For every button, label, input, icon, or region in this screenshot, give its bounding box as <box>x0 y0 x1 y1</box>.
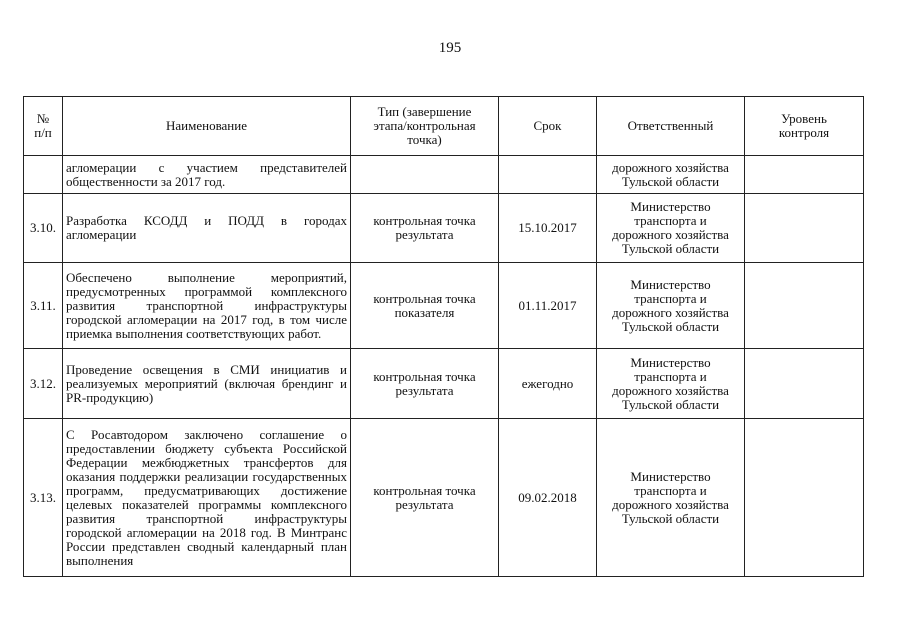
table-header-row <box>24 97 864 156</box>
header-name: Наименование <box>63 97 351 156</box>
header-control: Уровень контроля <box>745 97 864 156</box>
row-type: контрольная точка результата <box>351 419 499 577</box>
row-type <box>351 156 499 194</box>
row-control <box>745 263 864 349</box>
row-responsible: Министерство транспорта и дорожного хозяйства Тульской области <box>597 349 745 419</box>
row-type: контрольная точка результата <box>351 349 499 419</box>
row-name: Проведение освещения в СМИ инициатив и реализуемых мероприятий (включая брендинг и PR-продукцию) <box>63 349 351 419</box>
row-control <box>745 194 864 263</box>
row-date: 01.11.2017 <box>499 263 597 349</box>
row-responsible: Министерство транспорта и дорожного хозяйства Тульской области <box>597 194 745 263</box>
table-row <box>24 263 864 349</box>
header-type: Тип (завершение этапа/контрольная точка) <box>351 97 499 156</box>
table-row <box>24 419 864 577</box>
row-responsible: Министерство транспорта и дорожного хозяйства Тульской области <box>597 263 745 349</box>
header-date: Срок <box>499 97 597 156</box>
row-name: агломерации с участием представителей общественности за 2017 год. <box>63 156 351 194</box>
row-responsible: Министерство транспорта и дорожного хозяйства Тульской области <box>597 419 745 577</box>
row-control <box>745 349 864 419</box>
table-row <box>24 194 864 263</box>
row-control <box>745 419 864 577</box>
control-points-table <box>23 96 864 577</box>
page-number: 195 <box>438 40 462 56</box>
row-responsible: дорожного хозяйства Тульской области <box>597 156 745 194</box>
table-row <box>24 349 864 419</box>
row-num: 3.10. <box>24 194 63 263</box>
row-control <box>745 156 864 194</box>
row-num: 3.13. <box>24 419 63 577</box>
header-responsible: Ответственный <box>597 97 745 156</box>
table-row <box>24 156 864 194</box>
row-num: 3.11. <box>24 263 63 349</box>
row-name: С Росавтодором заключено соглашение о предоставлении бюджету субъекта Российской Федерации межбюджетных трансфертов для оказания поддержки реализации государственных программ, предусматривающих достижение целевых показателей программы комплексного развития транспортной инфраструктуры городской агломерации на 2018 год. В Минтранс России представлен сводный календарный план выполнения <box>63 419 351 577</box>
row-name: Обеспечено выполнение мероприятий, предусмотренных программой комплексного развития транспортной инфраструктуры городской агломерации на 2017 год, в том числе приемка выполнения соответствующих работ. <box>63 263 351 349</box>
row-type: контрольная точка результата <box>351 194 499 263</box>
row-num: 3.12. <box>24 349 63 419</box>
row-date: 15.10.2017 <box>499 194 597 263</box>
row-name: Разработка КСОДД и ПОДД в городах агломерации <box>63 194 351 263</box>
row-date: ежегодно <box>499 349 597 419</box>
header-num: № п/п <box>24 97 63 156</box>
row-date: 09.02.2018 <box>499 419 597 577</box>
row-date <box>499 156 597 194</box>
row-type: контрольная точка показателя <box>351 263 499 349</box>
row-num <box>24 156 63 194</box>
